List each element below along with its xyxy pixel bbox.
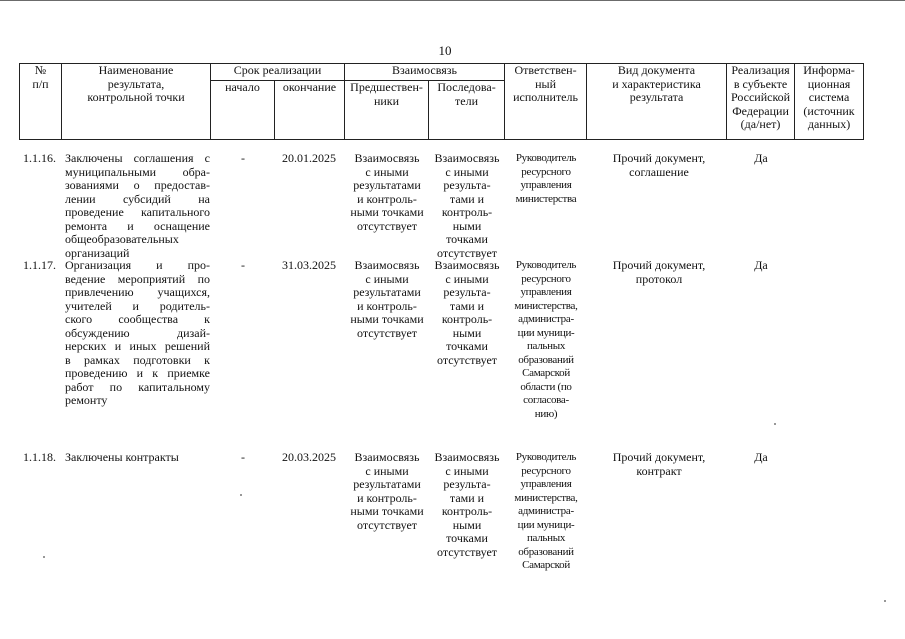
text-line: ными точками [350,504,424,518]
text-line: Ответствен- [514,63,577,77]
row-successors [429,259,505,367]
text-line: пальных [526,340,566,352]
text-line: ресурсного [521,272,571,285]
row-responsible [505,259,587,421]
text-line: с иными [445,271,489,286]
text-line: в рамках подготовки к [65,352,210,367]
text-line: и контроль- [357,298,417,313]
header-real [727,64,795,140]
text-line: работ по капитальному [65,379,210,394]
row-responsible [505,152,587,206]
text-line: ники [373,93,400,108]
scan-speck [884,600,886,602]
text-line: результа- [443,285,491,299]
text-line: соглашение [629,164,689,179]
text-line: тами и [449,490,485,505]
text-line: ведение мероприятий по [65,271,210,286]
text-line: контроль- [441,504,493,518]
text-line: нерских и иных решений [65,339,210,353]
text-line: результа- [443,477,491,491]
table-header [19,63,864,140]
header-term: Срок реализации [211,64,345,81]
text-line: Реализация [731,63,790,77]
row-realization: Да [754,450,768,464]
text-line: отсутствует [356,517,418,532]
header-doc [587,64,727,140]
text-line: п/п [32,76,49,91]
text-line: Руководитель [515,451,577,463]
text-line: точками [446,232,488,246]
text-line: министерства, [514,299,578,312]
header-info [795,64,864,140]
header-resp [505,64,587,140]
text-line: протокол [635,271,683,286]
text-line: исполнитель [513,90,578,104]
text-line: министерства, [514,491,578,504]
text-line: № [34,63,47,77]
text-line: отсутствует [356,218,418,233]
text-line: области (по [520,380,572,393]
row-name [65,259,210,408]
text-line: ными [452,325,482,340]
scan-speck [240,494,242,496]
text-line: управления [520,179,572,191]
text-line: (да/нет) [740,117,781,131]
text-line: контроль- [441,312,493,326]
text-line: тели [455,93,479,108]
text-line: ными [452,218,482,233]
text-line: ресурсного [521,165,571,178]
row-predecessors [345,259,429,340]
text-line: лении субсидий на [65,191,210,206]
text-line: в субъекте [733,76,788,91]
text-line: Федерации [732,103,789,118]
row-start: - [241,258,245,272]
text-line: результатами [353,285,421,299]
text-line: администра- [518,313,574,325]
text-line: Предшествен- [350,80,423,94]
text-line: с иными [365,463,409,478]
text-line: Взаимосвязь [434,450,500,464]
row-document [589,451,729,478]
header-link-succ [429,81,505,140]
text-line: Российской [730,90,791,104]
text-line: Организация и про- [65,258,210,272]
row-end: 31.03.2025 [282,258,336,272]
text-line: результа- [443,178,491,192]
text-line: отсутствует [436,352,498,367]
text-line: тами и [449,191,485,206]
text-line: результатами [353,178,421,192]
text-line: с иными [445,463,489,478]
text-line: с иными [445,164,489,179]
text-line: ресурсного [521,464,571,477]
text-line: управления [520,478,572,490]
row-end: 20.03.2025 [282,450,336,464]
text-line: проведению и к приемке [65,366,210,380]
text-line: министерства [515,192,577,205]
text-line: отсутствует [436,544,498,559]
text-line: точками [446,339,488,353]
text-line: контракт [636,463,682,478]
text-line: Последова- [437,80,496,94]
text-line: контроль- [441,205,493,219]
text-line: контрольной точки [87,90,185,104]
text-line: ными [452,517,482,532]
text-line: тами и [449,298,485,313]
row-start: - [241,151,245,165]
row-name [65,152,210,260]
row-predecessors [345,152,429,233]
text-line: Руководитель [515,259,577,271]
text-line: образований [518,353,574,366]
text-line: ремонту [65,393,108,407]
text-line: Взаимосвязь [354,450,420,464]
row-number: 1.1.17. [23,258,56,272]
text-line: ными точками [350,205,424,219]
header-num [20,64,62,140]
row-responsible [505,451,587,573]
text-line: привлечению учащихся, [65,285,210,299]
row-predecessors [345,451,429,532]
row-successors [429,152,505,260]
header-term-start: начало [211,81,275,140]
text-line: (источник [803,103,855,118]
text-line: Прочий документ, [612,258,706,272]
header-link: Взаимосвязь [345,64,505,81]
text-line: с иными [365,271,409,286]
text-line: общеобразовательных [65,232,179,246]
page-number: 10 [438,43,452,58]
text-line: Взаимосвязь [434,151,500,165]
text-line: Информа- [803,63,855,77]
text-line: учителей и родитель- [65,298,210,313]
page-top-border [0,0,905,1]
text-line: и контроль- [357,191,417,206]
text-line: ремонта и оснащение [65,218,210,233]
text-line: Самарской [522,367,570,379]
text-line: Наименование [98,63,174,77]
row-start: - [241,450,245,464]
text-line: зованиями о предостав- [65,178,210,192]
text-line: образований [518,545,574,558]
text-line: Взаимосвязь [434,258,500,272]
text-line: точками [446,531,488,545]
text-line: пальных [526,532,566,544]
text-line: управления [520,286,572,298]
text-line: Взаимосвязь [354,258,420,272]
text-line: результатами [353,477,421,491]
text-line: система [808,90,850,104]
text-line: Заключены контракты [65,450,179,464]
text-line: организаций [65,245,130,260]
text-line: отсутствует [356,325,418,340]
text-line: ными точками [350,312,424,326]
text-line: Прочий документ, [612,450,706,464]
text-line: результата, [107,76,165,91]
row-successors [429,451,505,559]
text-line: проведение капитального [65,205,210,219]
text-line: и характеристика [612,76,701,91]
text-line: с иными [365,164,409,179]
header-name [62,64,211,140]
text-line: Заключены соглашения с [65,151,210,165]
row-number: 1.1.16. [23,151,56,165]
row-end: 20.01.2025 [282,151,336,165]
text-line: Вид документа [617,63,696,77]
text-line: администра- [518,505,574,517]
text-line: согласова- [523,394,569,406]
text-line: Взаимосвязь [354,151,420,165]
text-line: и контроль- [357,490,417,505]
row-number: 1.1.18. [23,450,56,464]
text-line: ского сообщества к [65,312,210,326]
row-document [589,152,729,179]
text-line: нию) [534,407,558,420]
text-line: обсуждению дизай- [65,325,210,340]
text-line: отсутствует [436,245,498,260]
scan-speck [43,556,45,558]
text-line: ционная [807,76,851,91]
text-line: Самарской [522,559,570,571]
row-document [589,259,729,286]
header-term-end: окончание [275,81,345,140]
text-line: ции муници- [517,518,575,531]
row-realization: Да [754,258,768,272]
text-line: ции муници- [517,326,575,339]
text-line: ный [535,76,556,91]
text-line: результата [629,90,684,104]
row-realization: Да [754,151,768,165]
row-name [65,451,210,465]
scan-speck [774,423,776,425]
text-line: данных) [807,117,851,131]
text-line: муниципальными обра- [65,164,210,179]
header-link-pred [345,81,429,140]
text-line: Руководитель [515,152,577,164]
text-line: Прочий документ, [612,151,706,165]
